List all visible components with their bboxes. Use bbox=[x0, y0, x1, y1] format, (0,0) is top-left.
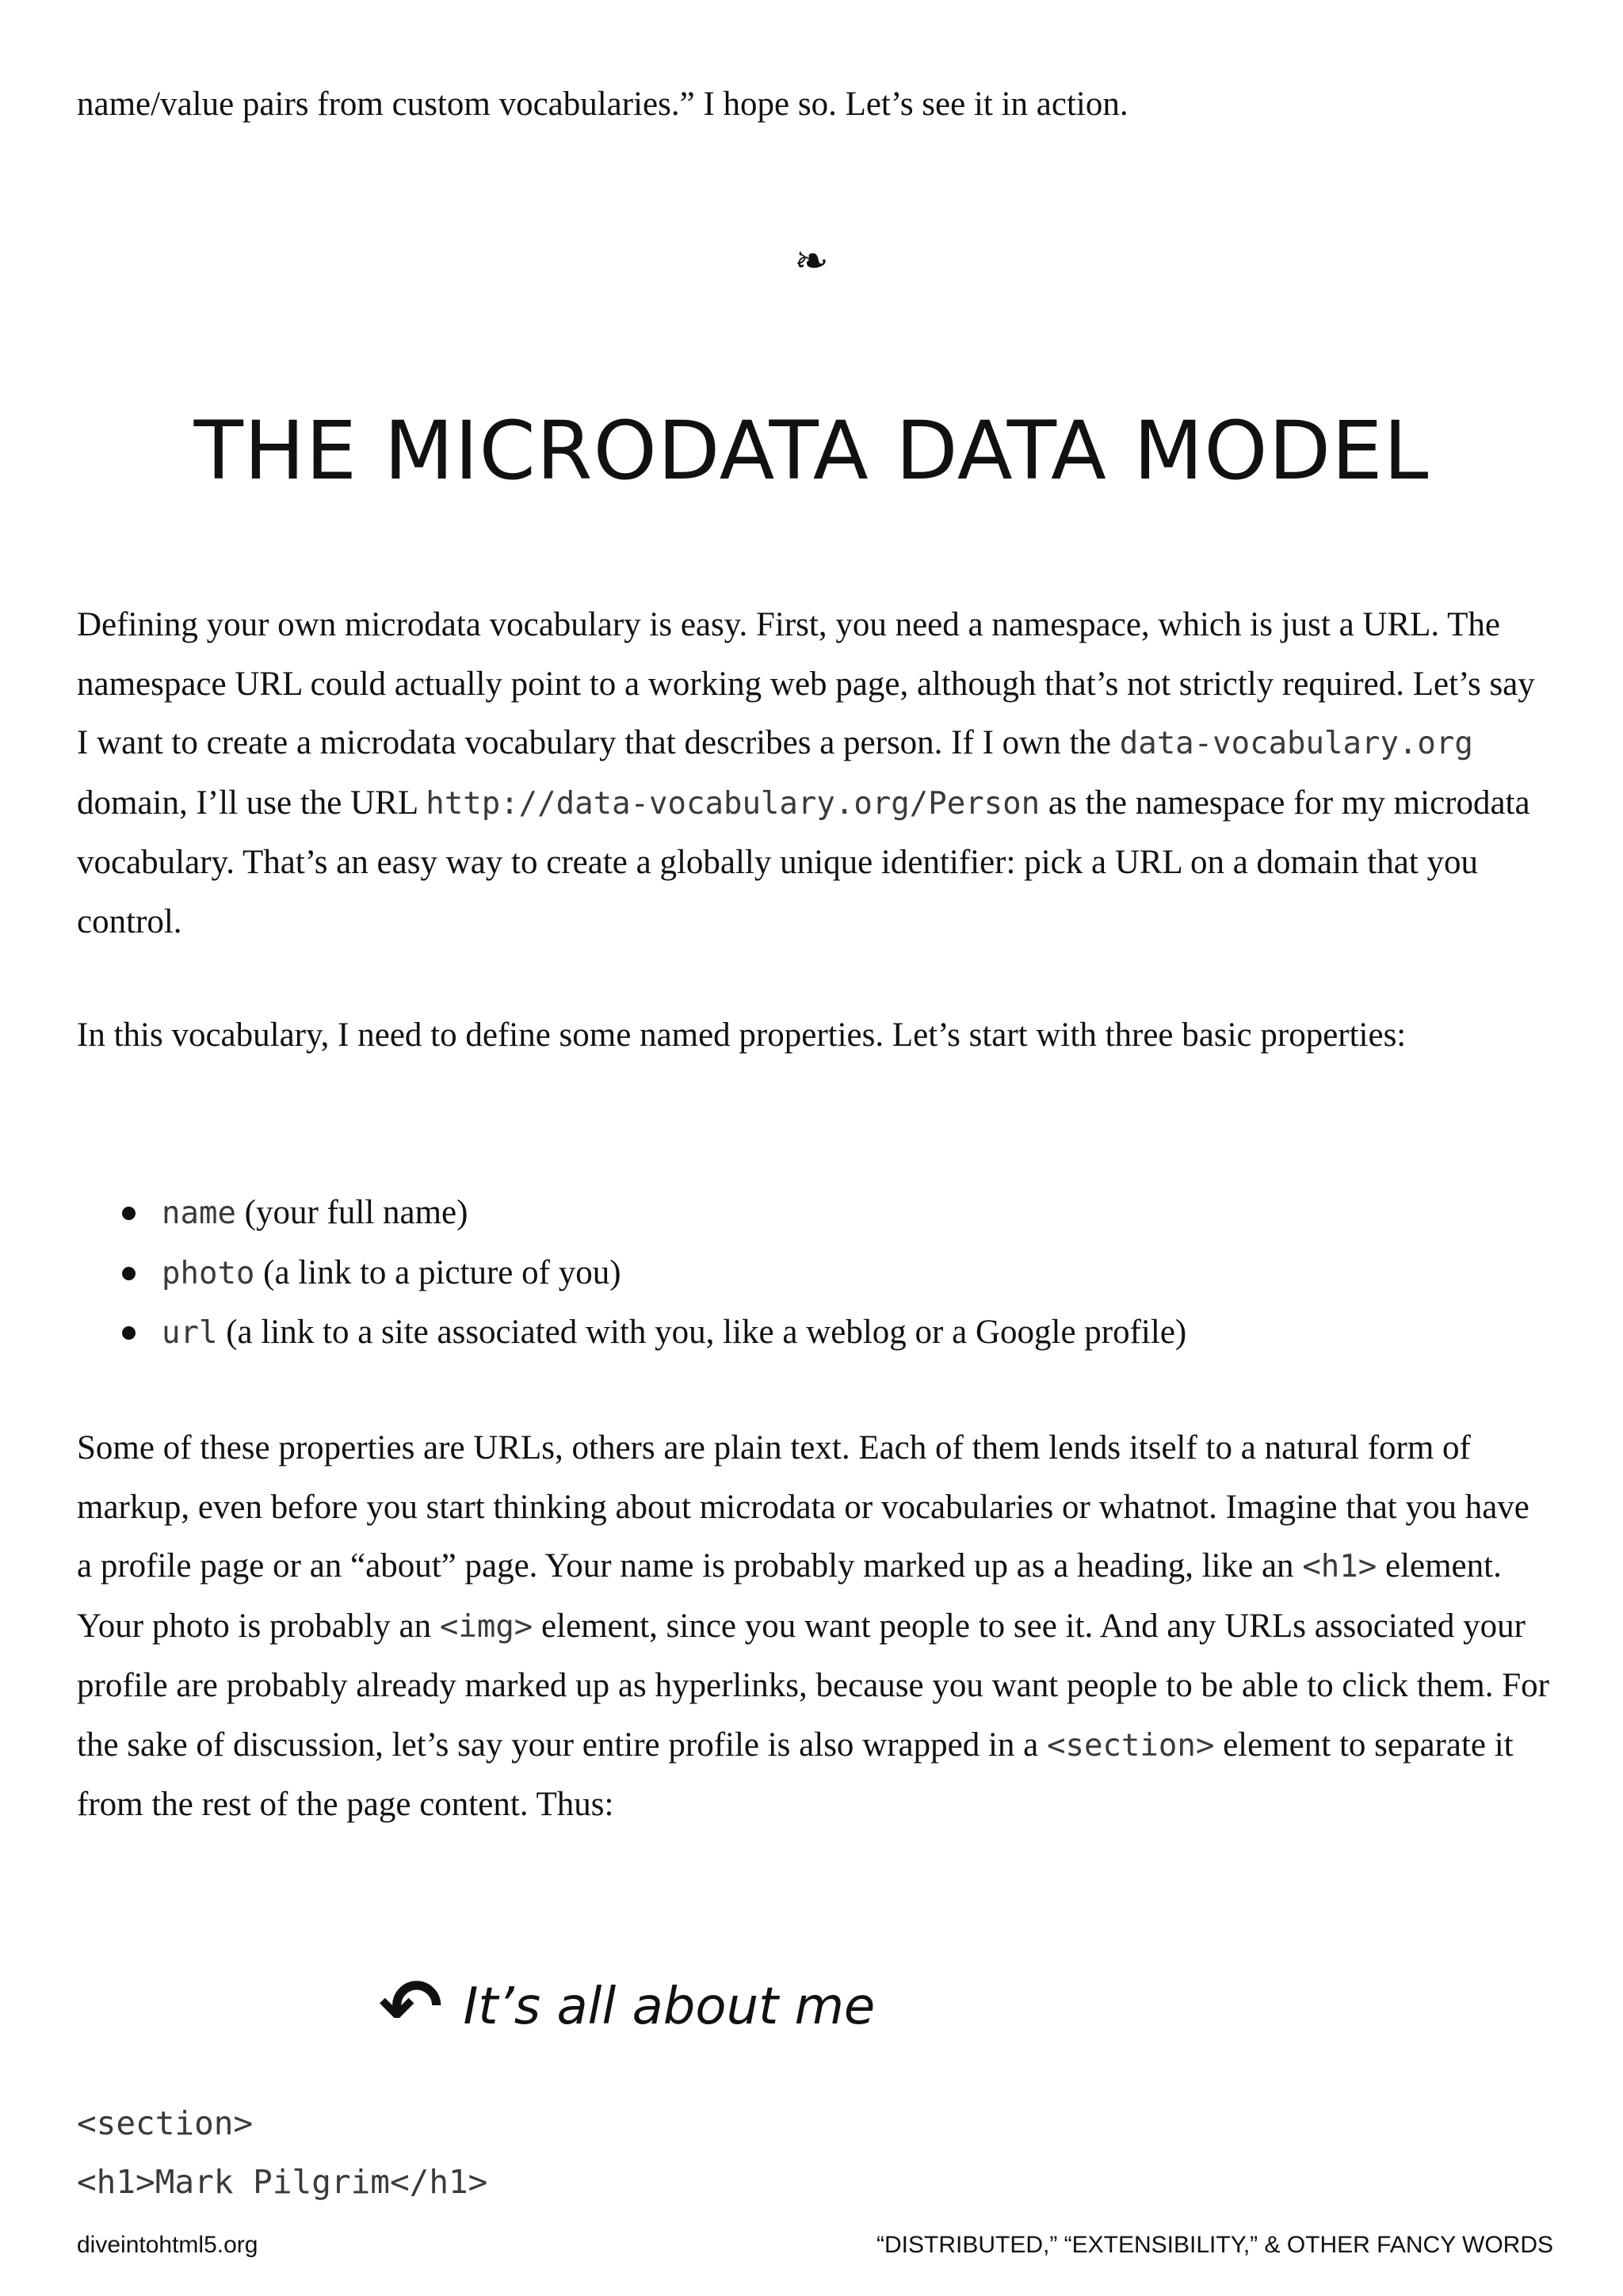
intro-text bbox=[77, 75, 1551, 135]
bullet-icon bbox=[122, 1207, 136, 1220]
property-desc: (your full name) bbox=[235, 1194, 468, 1231]
section-heading: THE MICRODATA DATA MODEL bbox=[193, 404, 1430, 498]
para1-text-2: domain, I’ll use the URL bbox=[77, 784, 426, 822]
h1-code: <h1> bbox=[1302, 1549, 1377, 1585]
caption-text: It’s all about me bbox=[463, 1978, 876, 2036]
para3-text-4: element to separate it from the rest of the page content. Thus: bbox=[77, 1726, 1514, 1823]
para3-text-1: Some of these properties are URLs, others are plain text. Each of them lends itself to a natural form of markup, even before you start thinking about microdata or vocabularies or whatnot. Imagine that you have a profile page or an “about” page. Your name is probably marked up as a heading, like an bbox=[77, 1429, 1529, 1585]
footer-site-link[interactable]: diveintohtml5.org bbox=[77, 2232, 258, 2258]
para1-text-1: Defining your own microdata vocabulary is easy. First, you need a namespace, which is just a URL. The namespace URL could actually point to a working web page, although that’s not strictly required. Let’s say I want to create a microdata vocabulary that describes a person. If I own the bbox=[77, 606, 1535, 761]
list-item bbox=[120, 1303, 1186, 1363]
bullet-icon bbox=[122, 1267, 136, 1280]
intro-tail: name/value pairs from custom vocabularies.” I hope so. Let’s see it in action. bbox=[77, 86, 1128, 123]
img-code: <img> bbox=[439, 1608, 533, 1645]
paragraph-properties-intro: In this vocabulary, I need to define some named properties. Let’s start with three basic properties: bbox=[77, 1016, 1407, 1054]
para1-text-3: as the namespace for my microdata vocabulary. That’s an easy way to create a globally unique identifier: pick a URL on a domain that you control. bbox=[77, 784, 1530, 940]
para3-text-2: element. Your photo is probably an bbox=[77, 1547, 1502, 1645]
list-item bbox=[120, 1184, 1186, 1244]
para3-text-3: element, since you want people to see it. And any URLs associated your profile are probably already marked up as hyperlinks, because you want people to be able to click them. For the sake of discussion, let’s say your entire profile is also wrapped in a bbox=[77, 1607, 1549, 1764]
property-code-name: name bbox=[162, 1196, 236, 1231]
property-desc: (a link to a site associated with you, like a weblog or a Google profile) bbox=[217, 1314, 1187, 1351]
domain-code: data-vocabulary.org bbox=[1119, 726, 1473, 761]
footer-chapter-title: “DISTRIBUTED,” “EXTENSIBILITY,” & OTHER FANCY WORDS bbox=[876, 2232, 1553, 2258]
property-list bbox=[120, 1184, 1186, 1363]
namespace-url-code: http://data-vocabulary.org/Person bbox=[426, 785, 1041, 822]
code-line: <h1>Mark Pilgrim</h1> bbox=[77, 2163, 488, 2201]
code-line: <section> bbox=[77, 2104, 254, 2142]
property-code-photo: photo bbox=[162, 1255, 255, 1291]
code-block bbox=[77, 2094, 487, 2211]
paragraph-markup bbox=[77, 1419, 1551, 1835]
property-desc: (a link to a picture of you) bbox=[254, 1253, 621, 1291]
fleuron-divider-icon: ❧ bbox=[794, 238, 829, 285]
property-code-url: url bbox=[162, 1315, 218, 1351]
section-code: <section> bbox=[1047, 1727, 1215, 1764]
bullet-icon bbox=[122, 1326, 136, 1340]
code-caption bbox=[379, 1963, 875, 2050]
paragraph-namespace bbox=[77, 596, 1551, 952]
list-item bbox=[120, 1244, 1186, 1304]
curved-arrow-icon: ↶ bbox=[379, 1962, 443, 2051]
